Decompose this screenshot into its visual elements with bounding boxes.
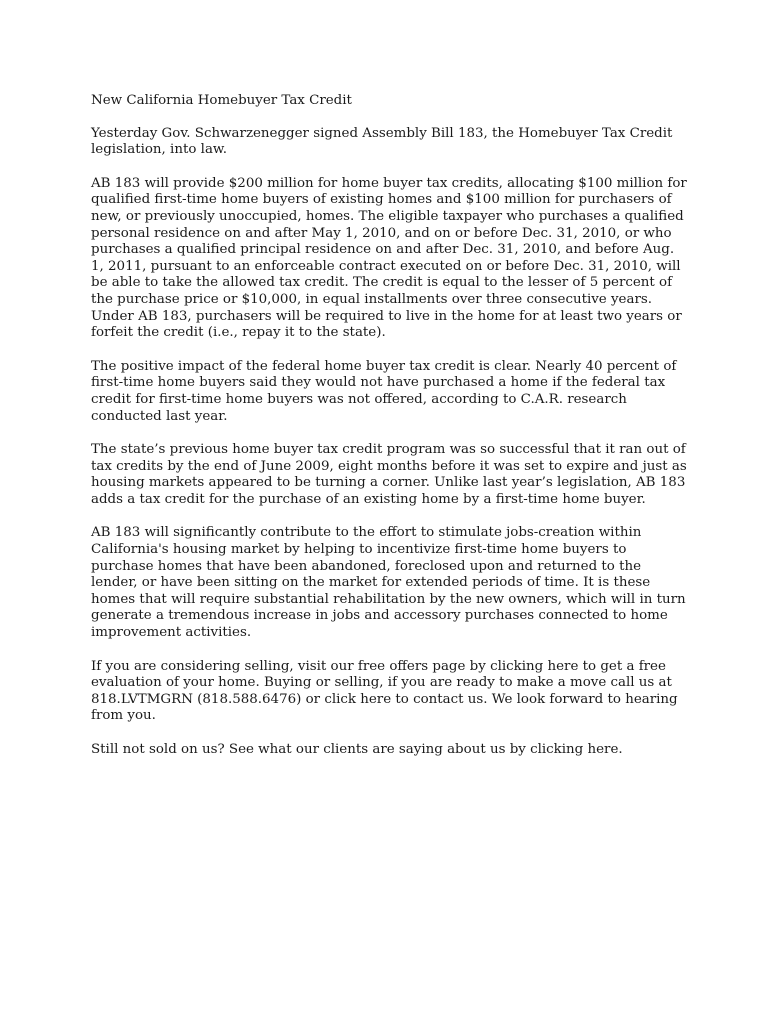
paragraph-intro: Yesterday Gov. Schwarzenegger signed Assembly Bill 183, the Homebuyer Tax Credit legislation, into law.: [91, 125, 673, 158]
paragraph-previous-program: The state’s previous home buyer tax credit program was so successful that it ran out of tax credits by the end of June 2009, eight months before it was set to expire and just as housing markets appeared to be turning a corner. Unlike last year’s legislation, AB 183 adds a tax credit for the purchase of an existing home by a first-time home buyer.: [91, 442, 687, 507]
paragraph-testimonials: Still not sold on us? See what our clients are saying about us by clicking here.: [91, 742, 623, 757]
document-body: [91, 93, 691, 776]
document-title: New California Homebuyer Tax Credit: [91, 93, 352, 108]
paragraph-contact: If you are considering selling, visit our free offers page by clicking here to get a free evaluation of your home. Buying or selling, if you are ready to make a move call us at 818.LVTMGRN (818.588.6476) or click here to contact us. We look forward to hearing from you.: [91, 658, 678, 724]
paragraph-ab183-details: AB 183 will provide $200 million for home buyer tax credits, allocating $100 million for qualified first-time home buyers of existing homes and $100 million for purchasers of new, or previously unoccupied, homes. The eligible taxpayer who purchases a qualified personal residence on and after May 1, 2010, and on or before Dec. 31, 2010, or who purchases a qualified principal residence on and after Dec. 31, 2010, and before Aug. 1, 2011, pursuant to an enforceable contract executed on or before Dec. 31, 2010, will be able to take the allowed tax credit. The credit is equal to the lesser of 5 percent of the purchase price or $10,000, in equal installments over three consecutive years. Under AB 183, purchasers will be required to live in the home for at least two years or forfeit the credit (i.e., repay it to the state).: [91, 175, 687, 341]
paragraph-jobs-creation: AB 183 will significantly contribute to the effort to stimulate jobs-creation within California's housing market by helping to incentivize first-time home buyers to purchase homes that have been abandoned, foreclosed upon and returned to the lender, or have been sitting on the market for extended periods of time. It is these homes that will require substantial rehabilitation by the new owners, which will in turn generate a tremendous increase in jobs and accessory purchases connected to home improvement activities.: [91, 525, 686, 641]
paragraph-federal-impact: The positive impact of the federal home buyer tax credit is clear. Nearly 40 percent of first-time home buyers said they would not have purchased a home if the federal tax credit for first-time home buyers was not offered, according to C.A.R. research conducted last year.: [91, 358, 677, 424]
